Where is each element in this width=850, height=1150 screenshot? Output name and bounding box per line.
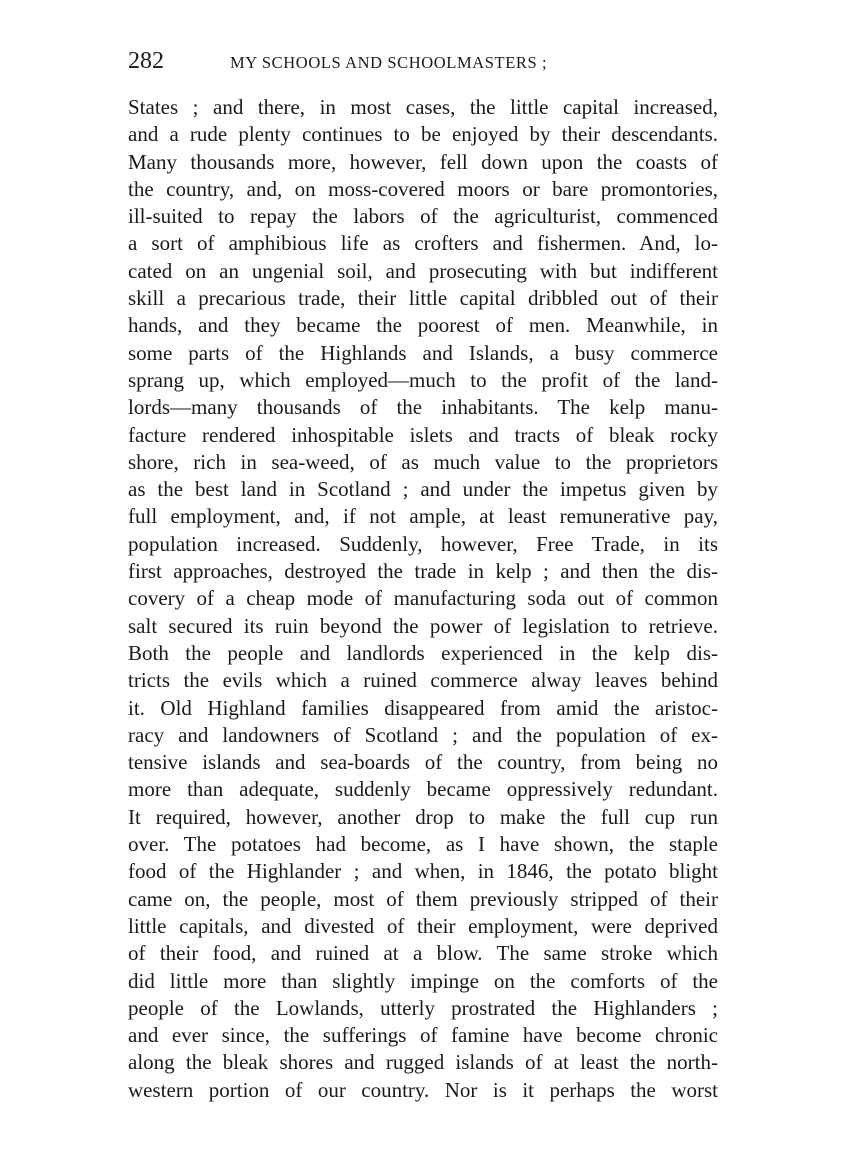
text-line: people of the Lowlands, utterly prostrated the Highlanders ; [128, 995, 718, 1020]
text-line: western portion of our country. Nor is it perhaps the worst [128, 1077, 718, 1102]
text-line: racy and landowners of Scotland ; and the population of ex- [128, 722, 718, 747]
body-text [128, 94, 718, 1104]
text-line: the country, and, on moss-covered moors or bare promontories, [128, 176, 718, 201]
text-line: and ever since, the sufferings of famine have become chronic [128, 1023, 718, 1048]
text-line: skill a precarious trade, their little capital dribbled out of their [128, 286, 718, 311]
text-line: of their food, and ruined at a blow. The same stroke which [128, 941, 718, 966]
text-line: States ; and there, in most cases, the little capital increased, [128, 95, 718, 119]
running-head: MY SCHOOLS AND SCHOOLMASTERS ; [230, 53, 548, 72]
text-line: population increased. Suddenly, however, Free Trade, in its [128, 531, 718, 556]
text-line: ill-suited to repay the labors of the agriculturist, commenced [128, 204, 718, 229]
text-line: tricts the evils which a ruined commerce alway leaves behind [128, 668, 718, 693]
text-line: as the best land in Scotland ; and under the impetus given by [128, 477, 718, 502]
text-line: salt secured its ruin beyond the power of legislation to retrieve. [128, 613, 718, 638]
text-line: more than adequate, suddenly became oppressively redundant. [128, 777, 718, 802]
text-line: covery of a cheap mode of manufacturing soda out of common [128, 586, 718, 611]
text-line: a sort of amphibious life as crofters and fishermen. And, lo- [128, 231, 718, 256]
text-line: facture rendered inhospitable islets and tracts of bleak rocky [128, 422, 718, 447]
text-line: and a rude plenty continues to be enjoyed by their descendants. [128, 122, 718, 147]
text-line: first approaches, destroyed the trade in kelp ; and then the dis- [128, 559, 718, 584]
text-line: along the bleak shores and rugged islands of at least the north- [128, 1050, 718, 1075]
text-line: It required, however, another drop to make the full cup run [128, 804, 718, 829]
text-line: Many thousands more, however, fell down upon the coasts of [128, 149, 718, 174]
page-number: 282 [128, 48, 164, 74]
text-line: full employment, and, if not ample, at least remunerative pay, [128, 504, 718, 529]
text-line: hands, and they became the poorest of men. Meanwhile, in [128, 313, 718, 338]
text-line: came on, the people, most of them previously stripped of their [128, 886, 718, 911]
page-header [128, 46, 718, 80]
text-line: shore, rich in sea-weed, of as much value to the proprietors [128, 449, 718, 474]
text-line: food of the Highlander ; and when, in 1846, the potato blight [128, 859, 718, 884]
text-line: lords—many thousands of the inhabitants. The kelp manu- [128, 395, 718, 420]
text-line: cated on an ungenial soil, and prosecuting with but indifferent [128, 258, 718, 283]
text-line: it. Old Highland families disappeared from amid the aristoc- [128, 695, 718, 720]
text-line: sprang up, which employed—much to the profit of the land- [128, 367, 718, 392]
text-line: little capitals, and divested of their employment, were deprived [128, 913, 718, 938]
text-line: over. The potatoes had become, as I have shown, the staple [128, 832, 718, 857]
text-line: some parts of the Highlands and Islands, a busy commerce [128, 340, 718, 365]
text-line: tensive islands and sea-boards of the country, from being no [128, 750, 718, 775]
text-line: did little more than slightly impinge on the comforts of the [128, 968, 718, 993]
text-line: Both the people and landlords experienced in the kelp dis- [128, 640, 718, 665]
